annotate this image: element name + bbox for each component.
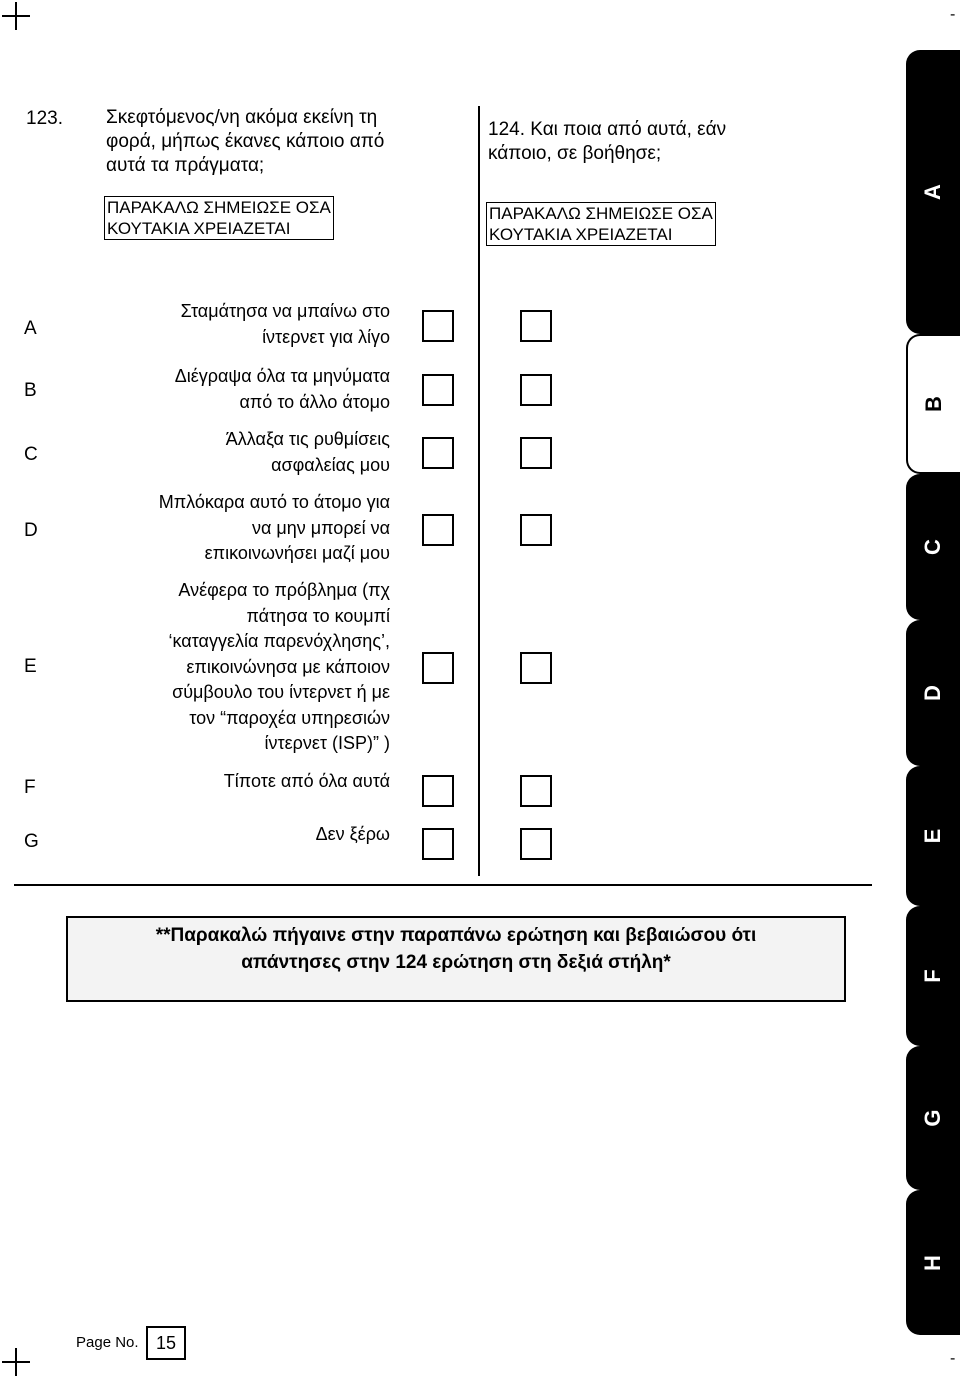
q123-checkbox-c[interactable] bbox=[422, 437, 454, 469]
q124-checkbox-d[interactable] bbox=[520, 514, 552, 546]
q124-instruction-line: ΠΑΡΑΚΑΛΩ ΣΗΜΕΙΩΣΕ ΟΣΑ bbox=[489, 204, 713, 223]
row-label-g: Δεν ξέρω bbox=[315, 824, 390, 844]
q124-checkbox-b[interactable] bbox=[520, 374, 552, 406]
q124-checkbox-e[interactable] bbox=[520, 652, 552, 684]
row-label-e: Ανέφερα το πρόβλημα (πχ πάτησα το κουμπί ‘καταγγελία παρενόχλησης’, επικοινώνησα με κάποιον σύμβουλο του ίντερνετ ή με τον “παροχέα υπηρεσιών ίντερνετ (ISP)” ) bbox=[168, 580, 390, 753]
section-tab-label: H bbox=[920, 1254, 945, 1271]
q123-checkbox-f[interactable] bbox=[422, 775, 454, 807]
q123-text-line: αυτά τα πράγματα; bbox=[106, 155, 265, 176]
section-tabs bbox=[906, 50, 960, 1335]
table-bottom-rule bbox=[14, 884, 872, 886]
row-label-a: Σταμάτησα να μπαίνω στο ίντερνετ για λίγο bbox=[180, 301, 390, 347]
instruction-note-line: απάντησες στην 124 ερώτηση στη δεξιά στήλη* bbox=[241, 952, 671, 973]
q124-text-line: 124. Και ποια από αυτά, εάν bbox=[488, 119, 727, 140]
section-tab-label: F bbox=[920, 969, 945, 983]
q123-text-line: φορά, μήπως έκανες κάποιο από bbox=[106, 131, 385, 152]
row-letter-f: F bbox=[24, 777, 36, 798]
section-tab-e[interactable] bbox=[906, 766, 960, 906]
row-label-f: Τίποτε από όλα αυτά bbox=[223, 771, 390, 791]
trim-mark-top-right: - bbox=[950, 6, 956, 23]
q124-instruction-line: ΚΟΥΤΑΚΙΑ ΧΡΕΙΑΖΕΤΑΙ bbox=[489, 225, 673, 244]
row-letter-c: C bbox=[24, 444, 38, 465]
section-tab-b[interactable] bbox=[906, 334, 960, 474]
column-divider bbox=[478, 106, 480, 876]
q124-instruction bbox=[486, 202, 716, 246]
q123-text-line: Σκεφτόμενος/νη ακόμα εκείνη τη bbox=[106, 107, 378, 128]
row-letter-d: D bbox=[24, 520, 38, 541]
trim-mark-bottom-right: - bbox=[950, 1350, 956, 1367]
q124-checkbox-c[interactable] bbox=[520, 437, 552, 469]
section-tab-d[interactable] bbox=[906, 620, 960, 766]
q124-checkbox-f[interactable] bbox=[520, 775, 552, 807]
q124-text-line: κάποιο, σε βοήθησε; bbox=[488, 143, 662, 164]
row-label-d: Μπλόκαρα αυτό το άτομο για να μην μπορεί να επικοινωνήσει μαζί μου bbox=[158, 492, 390, 563]
section-tab-label: G bbox=[920, 1109, 945, 1127]
section-tab-label: D bbox=[920, 685, 945, 701]
q123-checkbox-e[interactable] bbox=[422, 652, 454, 684]
section-tab-f[interactable] bbox=[906, 906, 960, 1046]
q123-checkbox-a[interactable] bbox=[422, 310, 454, 342]
section-tab-label: C bbox=[920, 539, 945, 555]
section-tab-h[interactable] bbox=[906, 1190, 960, 1335]
q123-checkbox-d[interactable] bbox=[422, 514, 454, 546]
row-letter-e: E bbox=[24, 656, 37, 677]
page-number-label: Page No. bbox=[76, 1334, 139, 1351]
row-letter-a: A bbox=[24, 318, 37, 339]
section-tab-a[interactable] bbox=[906, 50, 960, 334]
row-letter-b: B bbox=[24, 380, 37, 401]
row-label-b: Διέγραψα όλα τα μηνύματα από το άλλο άτομο bbox=[174, 366, 390, 412]
q123-text bbox=[106, 106, 466, 178]
row-letter-g: G bbox=[24, 831, 39, 852]
section-tab-g[interactable] bbox=[906, 1046, 960, 1190]
q124-checkbox-g[interactable] bbox=[520, 828, 552, 860]
section-tab-label: E bbox=[920, 828, 945, 844]
row-label-c: Άλλαξα τις ρυθμίσεις ασφαλείας μου bbox=[225, 429, 390, 475]
section-tab-label: B bbox=[921, 396, 946, 412]
page-number: 15 bbox=[146, 1326, 186, 1360]
instruction-note bbox=[66, 916, 846, 1002]
q123-instruction-line: ΠΑΡΑΚΑΛΩ ΣΗΜΕΙΩΣΕ ΟΣΑ bbox=[107, 198, 331, 217]
q123-instruction-line: ΚΟΥΤΑΚΙΑ ΧΡΕΙΑΖΕΤΑΙ bbox=[107, 219, 291, 238]
section-tab-c[interactable] bbox=[906, 474, 960, 620]
q124-checkbox-a[interactable] bbox=[520, 310, 552, 342]
section-tab-label: A bbox=[920, 184, 945, 200]
q123-checkbox-g[interactable] bbox=[422, 828, 454, 860]
q123-checkbox-b[interactable] bbox=[422, 374, 454, 406]
q124-text bbox=[488, 118, 848, 166]
instruction-note-line: **Παρακαλώ πήγαινε στην παραπάνω ερώτηση και βεβαιώσου ότι bbox=[155, 925, 757, 946]
q123-number: 123. bbox=[26, 108, 63, 129]
q123-instruction bbox=[104, 196, 334, 240]
